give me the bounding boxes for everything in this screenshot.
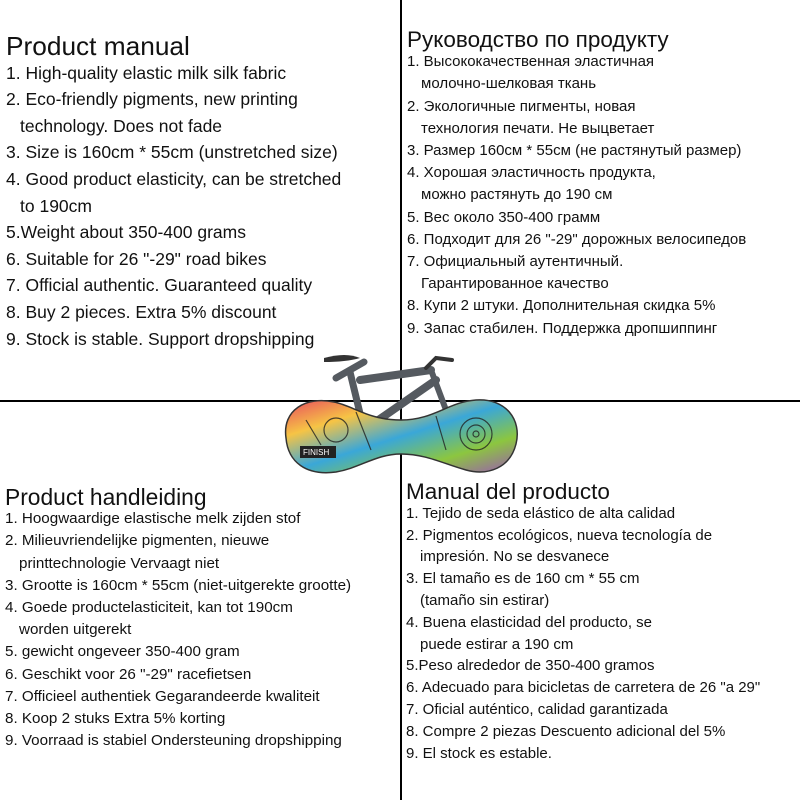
- list-item-text: 6. Подходит для 26 "-29" дорожных велосипедов: [407, 230, 747, 248]
- list-item-text: 8. Buy 2 pieces. Extra 5% discount: [6, 301, 277, 322]
- list-item: [407, 162, 799, 206]
- list-item: [407, 318, 799, 340]
- list-item-text: 7. Официальный аутентичный.: [407, 253, 624, 271]
- list-item: [6, 299, 398, 326]
- list-item-text: 4. Buena elasticidad del producto, se: [406, 613, 652, 631]
- list-item-text: 2. Pigmentos ecológicos, nueva tecnología de: [406, 526, 713, 544]
- list-item-text: 2. Eco-friendly pigments, new printing: [6, 89, 298, 110]
- list-item: [5, 686, 397, 708]
- list-item-text: 2. Milieuvriendelijke pigmenten, nieuwe: [5, 532, 270, 550]
- list-item: [407, 51, 799, 95]
- list-item: [406, 568, 798, 612]
- list-item: [407, 229, 799, 251]
- list-item-text: 9. Stock is stable. Support dropshipping: [6, 328, 315, 349]
- list-item-text: 7. Officieel authentiek Gegarandeerde kwaliteit: [5, 687, 320, 705]
- list-item: [406, 503, 798, 525]
- list-item-text: 9. Запас стабилен. Поддержка дропшиппинг: [407, 319, 718, 337]
- list-item-text: 1. High-quality elastic milk silk fabric: [6, 62, 287, 83]
- list-item: [6, 166, 398, 219]
- dutch-manual: [5, 486, 397, 752]
- list-item: [5, 708, 397, 730]
- list-item: [407, 140, 799, 162]
- list-item-text: 4. Хорошая эластичность продукта,: [407, 164, 656, 182]
- list-item-continuation: технология печати. Не выцветает: [421, 119, 655, 137]
- bike-seat: [324, 355, 360, 362]
- list-item: [406, 721, 798, 743]
- spanish-manual-list: [406, 503, 798, 765]
- product-image: [276, 350, 526, 480]
- list-item: [6, 326, 398, 353]
- list-item: [6, 86, 398, 139]
- list-item-continuation: technology. Does not fade: [20, 115, 223, 136]
- list-item-text: 9. El stock es estable.: [406, 744, 552, 762]
- list-item-text: 6. Geschikt voor 26 "-29" racefietsen: [5, 665, 252, 683]
- list-item: [407, 251, 799, 295]
- spanish-manual-title: Manual del producto: [406, 479, 610, 504]
- list-item: [6, 246, 398, 273]
- list-item: [6, 60, 398, 87]
- dutch-manual-title: Product handleiding: [5, 484, 207, 510]
- list-item: [5, 664, 397, 686]
- list-item: [6, 139, 398, 166]
- list-item-text: 3. Размер 160см * 55см (не растянутый размер): [407, 142, 742, 160]
- list-item: [6, 219, 398, 246]
- list-item: [406, 677, 798, 699]
- finish-label: FINISH: [303, 448, 330, 457]
- wheel-cover: [286, 400, 518, 473]
- list-item-text: 6. Adecuado para bicicletas de carretera de 26 "a 29": [406, 679, 761, 697]
- list-item: [407, 207, 799, 229]
- list-item-text: 1. Высококачественная эластичная: [407, 53, 655, 71]
- russian-manual-title: Руководство по продукту: [407, 27, 669, 52]
- list-item-continuation: молочно-шелковая ткань: [421, 75, 597, 93]
- list-item-text: 4. Goede productelasticiteit, kan tot 190cm: [5, 599, 293, 617]
- list-item-text: 5. Вес около 350-400 грамм: [407, 208, 601, 226]
- list-item-text: 8. Koop 2 stuks Extra 5% korting: [5, 710, 226, 728]
- list-item-continuation: можно растянуть до 190 см: [421, 186, 613, 204]
- list-item-text: 1. Hoogwaardige elastische melk zijden stof: [5, 510, 301, 528]
- list-item-text: 3. El tamaño es de 160 cm * 55 cm: [406, 570, 640, 588]
- list-item-continuation: to 190cm: [20, 195, 92, 216]
- list-item-text: 1. Tejido de seda elástico de alta calidad: [406, 504, 676, 522]
- russian-manual-list: [407, 51, 799, 340]
- list-item-continuation: (tamaño sin estirar): [420, 591, 550, 609]
- list-item: [406, 525, 798, 569]
- list-item: [5, 730, 397, 752]
- list-item-text: 4. Good product elasticity, can be stretched: [6, 168, 342, 189]
- list-item-continuation: puede estirar a 190 cm: [420, 635, 574, 653]
- list-item: [407, 295, 799, 317]
- list-item: [407, 96, 799, 140]
- list-item-text: 5. gewicht ongeveer 350-400 gram: [5, 643, 240, 661]
- list-item: [406, 743, 798, 765]
- list-item-continuation: printtechnologie Vervaagt niet: [19, 554, 220, 572]
- list-item-text: 3. Size is 160cm * 55cm (unstretched size): [6, 142, 338, 163]
- list-item-text: 5.Weight about 350-400 grams: [6, 222, 246, 243]
- list-item-text: 5.Peso alrededor de 350-400 gramos: [406, 657, 655, 675]
- list-item-continuation: impresión. No se desvanece: [420, 548, 610, 566]
- list-item-text: 8. Купи 2 штуки. Дополнительная скидка 5%: [407, 297, 716, 315]
- list-item: [406, 655, 798, 677]
- list-item-text: 6. Suitable for 26 "-29" road bikes: [6, 248, 267, 269]
- english-manual-list: [6, 60, 398, 353]
- list-item: [406, 612, 798, 656]
- list-item: [5, 641, 397, 663]
- russian-manual: [407, 29, 799, 340]
- list-item-text: 8. Compre 2 piezas Descuento adicional del 5%: [406, 722, 726, 740]
- list-item-continuation: worden uitgerekt: [19, 621, 132, 639]
- list-item: [5, 530, 397, 574]
- spanish-manual: [406, 481, 798, 764]
- list-item-text: 9. Voorraad is stabiel Ondersteuning dropshipping: [5, 732, 342, 750]
- list-item-text: 7. Oficial auténtico, calidad garantizada: [406, 700, 668, 718]
- english-manual-title: Product manual: [6, 31, 190, 61]
- dutch-manual-list: [5, 508, 397, 752]
- list-item-text: 2. Экологичные пигменты, новая: [407, 97, 636, 115]
- list-item-text: 3. Grootte is 160cm * 55cm (niet-uitgerekte grootte): [5, 576, 352, 594]
- list-item: [5, 508, 397, 530]
- english-manual: [6, 33, 398, 352]
- list-item: [5, 597, 397, 641]
- list-item: [5, 575, 397, 597]
- list-item: [406, 699, 798, 721]
- list-item-text: 7. Official authentic. Guaranteed quality: [6, 275, 313, 296]
- list-item-continuation: Гарантированное качество: [421, 275, 609, 293]
- list-item: [6, 272, 398, 299]
